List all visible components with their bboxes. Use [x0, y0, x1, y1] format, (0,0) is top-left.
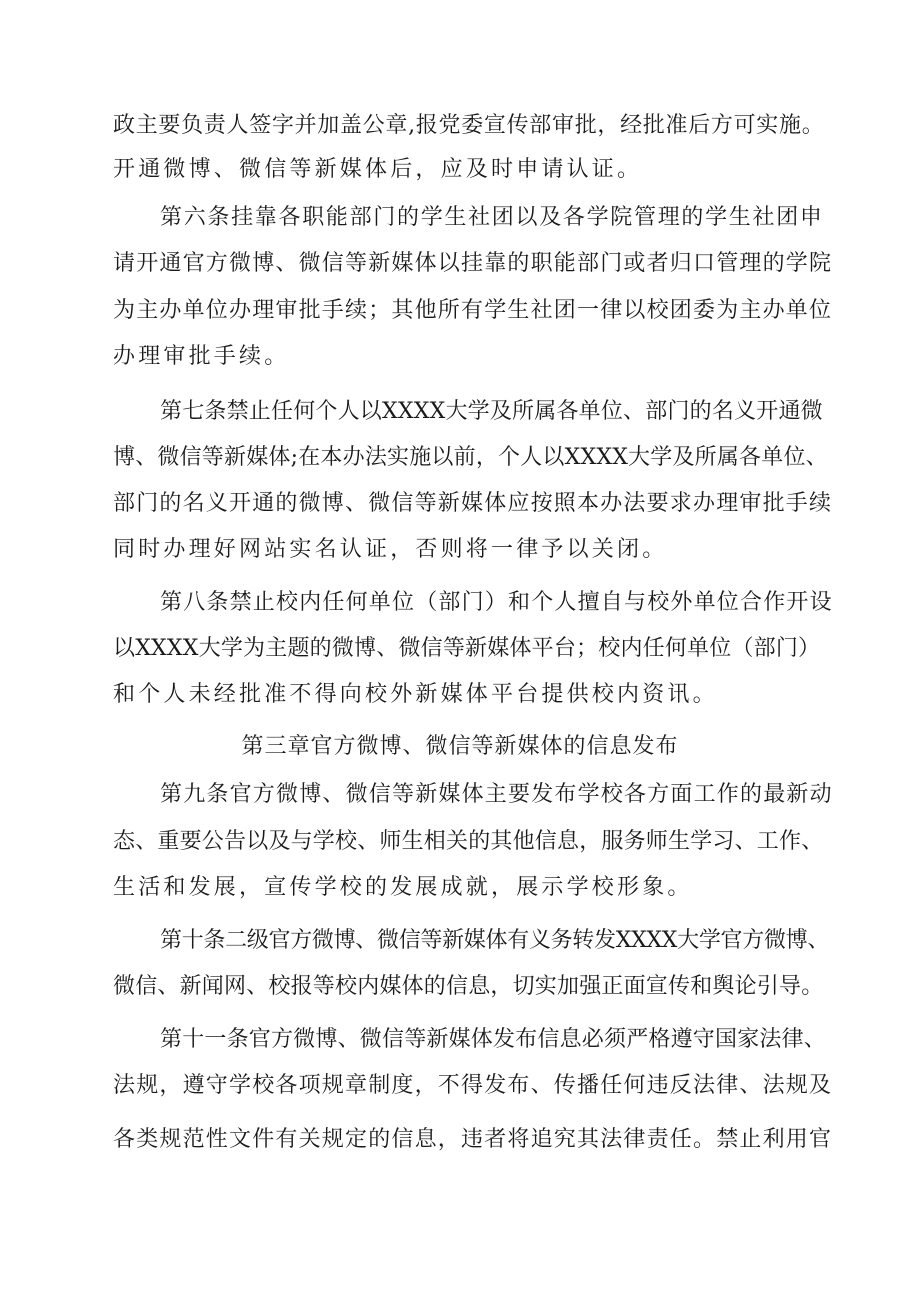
- article-6-line: 为主办单位办理审批手续；其他所有学生社团一律以校团委为主办单位: [113, 298, 833, 323]
- article-7-line: 第七条禁止任何个人以XXXX大学及所属各单位、部门的名义开通微: [160, 399, 823, 424]
- article-11-line: 各类规范性文件有关规定的信息，违者将追究其法律责任。禁止利用官: [113, 1127, 833, 1152]
- article-6-line: 办理审批手续。: [113, 344, 290, 369]
- article-8-line: 以XXXX大学为主题的微博、微信等新媒体平台；校内任何单位（部门）: [113, 636, 821, 661]
- article-7-line: 部门的名义开通的微博、微信等新媒体应按照本办法要求办理审批手续: [113, 491, 833, 516]
- article-10-line: 第十条二级官方微博、微信等新媒体有义务转发XXXX大学官方微博、: [160, 928, 830, 953]
- chapter-heading: 第三章官方微博、微信等新媒体的信息发布: [241, 734, 679, 759]
- article-6-line: 请开通官方微博、微信等新媒体以挂靠的职能部门或者归口管理的学院: [113, 251, 833, 276]
- article-9-line: 态、重要公告以及与学校、师生相关的其他信息，服务师生学习、工作、: [113, 829, 824, 854]
- paragraph-line: 政主要负责人签字并加盖公章,报党委宣传部审批，经批准后方可实施。: [113, 113, 825, 138]
- article-8-line: 第八条禁止校内任何单位（部门）和个人擅自与校外单位合作开设: [160, 590, 833, 615]
- article-7-line: 博、微信等新媒体;在本办法实施以前，个人以XXXX大学及所属各单位、: [113, 445, 828, 470]
- article-11-line: 第十一条官方微博、微信等新媒体发布信息必须严格遵守国家法律、: [160, 1027, 827, 1052]
- article-6-line: 第六条挂靠各职能部门的学生社团以及各学院管理的学生社团申: [160, 205, 824, 230]
- article-9-line: 第九条官方微博、微信等新媒体主要发布学校各方面工作的最新动: [160, 782, 833, 807]
- article-11-line: 法规，遵守学校各项规章制度，不得发布、传播任何违反法律、法规及: [113, 1073, 833, 1098]
- article-9-line: 生活和发展，宣传学校的发展成就，展示学校形象。: [113, 875, 693, 900]
- article-7-line: 同时办理好网站实名认证，否则将一律予以关闭。: [113, 537, 668, 562]
- article-10-line: 微信、新闻网、校报等校内媒体的信息，切实加强正面宣传和舆论引导。: [113, 974, 824, 999]
- article-8-line: 和个人未经批准不得向校外新媒体平台提供校内资讯。: [113, 682, 718, 707]
- paragraph-line: 开通微博、微信等新媒体后，应及时申请认证。: [113, 157, 643, 182]
